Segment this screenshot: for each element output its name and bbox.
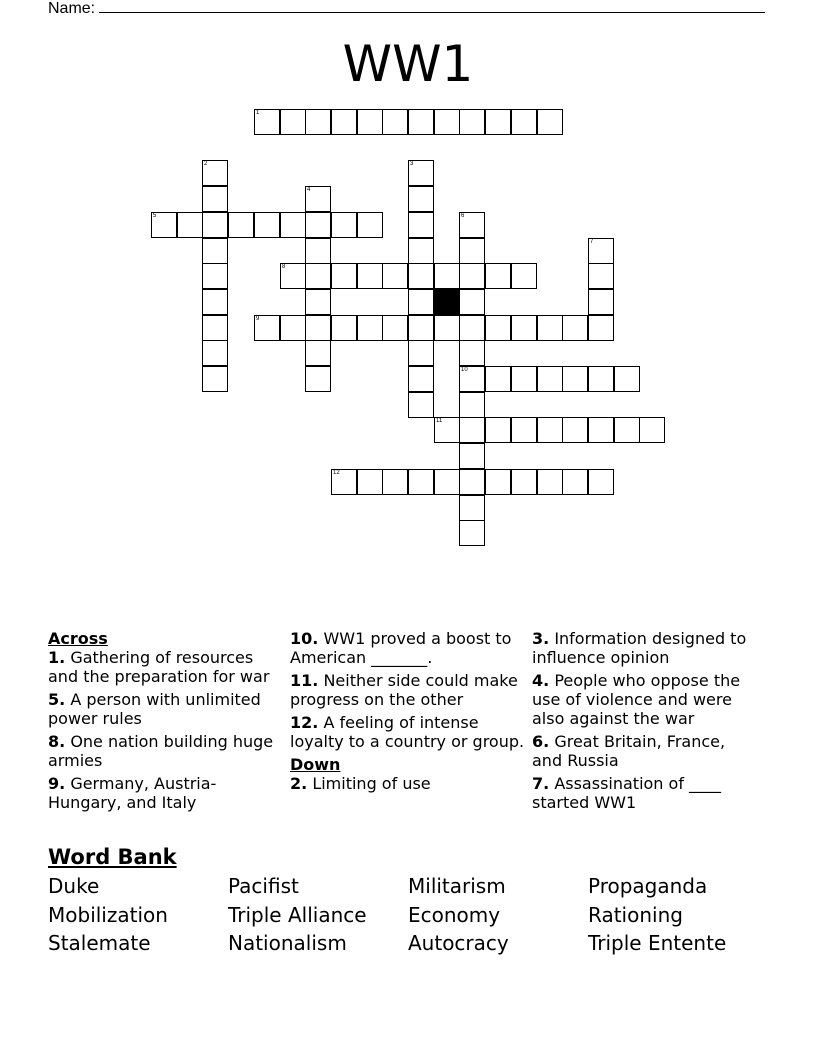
word-bank-item: Militarism (408, 874, 506, 898)
crossword-cell[interactable] (639, 417, 665, 443)
crossword-cell[interactable] (588, 417, 614, 443)
crossword-cell[interactable] (408, 469, 434, 495)
crossword-cell[interactable] (459, 315, 485, 341)
crossword-cell[interactable] (485, 315, 511, 341)
crossword-cell[interactable] (434, 417, 460, 443)
clue-column-1 (48, 629, 284, 816)
clue-number: 6 (461, 213, 465, 219)
crossword-cell[interactable] (408, 263, 434, 289)
word-bank-item: Stalemate (48, 931, 151, 955)
crossword-cell[interactable] (280, 212, 306, 238)
clue-number: 12 (333, 470, 340, 476)
crossword-cell[interactable] (280, 109, 306, 135)
clue-column-2 (290, 629, 526, 797)
crossword-cell[interactable] (537, 109, 563, 135)
crossword-cell[interactable] (588, 289, 614, 315)
crossword-cell[interactable] (588, 469, 614, 495)
crossword-cell[interactable] (305, 289, 331, 315)
word-bank-item: Autocracy (408, 931, 509, 955)
crossword-cell[interactable] (202, 315, 228, 341)
clue-across-12: 12. A feeling of intense loyalty to a country or group. (290, 713, 525, 751)
crossword-cell[interactable] (382, 469, 408, 495)
crossword-cell[interactable] (202, 289, 228, 315)
crossword-cell[interactable] (459, 340, 485, 366)
crossword-cell[interactable] (562, 366, 588, 392)
crossword-cell[interactable] (459, 495, 485, 521)
crossword-cell[interactable] (228, 212, 254, 238)
crossword-cell[interactable] (280, 315, 306, 341)
word-bank-item: Economy (408, 903, 501, 927)
crossword-cell[interactable] (280, 263, 306, 289)
crossword-cell[interactable] (485, 109, 511, 135)
crossword-cell[interactable] (202, 238, 228, 264)
crossword-cell[interactable] (331, 469, 357, 495)
name-label: Name: (48, 0, 96, 17)
crossword-cell[interactable] (485, 469, 511, 495)
word-bank-item: Duke (48, 874, 100, 898)
crossword-cell[interactable] (562, 469, 588, 495)
crossword-cell[interactable] (614, 366, 640, 392)
crossword-cell[interactable] (408, 109, 434, 135)
word-bank-item: Triple Entente (588, 931, 727, 955)
word-bank-item: Nationalism (228, 931, 347, 955)
crossword-cell[interactable] (588, 366, 614, 392)
crossword-cell[interactable] (305, 186, 331, 212)
crossword-cell[interactable] (305, 212, 331, 238)
crossword-cell[interactable] (511, 417, 537, 443)
crossword-cell[interactable] (331, 212, 357, 238)
crossword-cell[interactable] (305, 263, 331, 289)
crossword-cell[interactable] (202, 160, 228, 186)
crossword-cell[interactable] (305, 366, 331, 392)
crossword-cell[interactable] (408, 366, 434, 392)
crossword-cell[interactable] (511, 366, 537, 392)
clue-across-8: 8. One nation building huge armies (48, 732, 274, 770)
crossword-cell[interactable] (434, 109, 460, 135)
crossword-cell[interactable] (305, 340, 331, 366)
clue-number: 2 (204, 161, 208, 167)
crossword-cell[interactable] (511, 263, 537, 289)
clue-across-9: 9. Germany, Austria-Hungary, and Italy (48, 774, 217, 812)
crossword-cell[interactable] (511, 315, 537, 341)
crossword-cell[interactable] (254, 212, 280, 238)
crossword-cell[interactable] (202, 212, 228, 238)
crossword-cell[interactable] (202, 340, 228, 366)
crossword-cell[interactable] (408, 315, 434, 341)
crossword-cell[interactable] (588, 263, 614, 289)
crossword-cell[interactable] (459, 366, 485, 392)
crossword-cell[interactable] (562, 417, 588, 443)
clue-number: 10 (461, 367, 468, 373)
across-header: Across (48, 629, 108, 648)
clue-down-6: 6. Great Britain, France, and Russia (532, 732, 726, 770)
crossword-cell[interactable] (537, 417, 563, 443)
clue-across-11: 11. Neither side could make progress on the other (290, 671, 518, 709)
crossword-cell[interactable] (408, 289, 434, 315)
crossword-cell[interactable] (202, 263, 228, 289)
crossword-cell[interactable] (202, 186, 228, 212)
crossword-cell[interactable] (408, 212, 434, 238)
crossword-cell[interactable] (382, 109, 408, 135)
clue-number: 7 (590, 239, 594, 245)
crossword-cell[interactable] (357, 109, 383, 135)
word-bank-item: Propaganda (588, 874, 708, 898)
clue-number: 11 (436, 418, 443, 424)
word-bank-item: Rationing (588, 903, 683, 927)
crossword-cell[interactable] (305, 238, 331, 264)
crossword-cell[interactable] (459, 109, 485, 135)
clue-number: 5 (153, 213, 157, 219)
clue-across-10: 10. WW1 proved a boost to American _______. (290, 629, 512, 667)
crossword-cell[interactable] (331, 263, 357, 289)
crossword-cell[interactable] (382, 263, 408, 289)
crossword-cell[interactable] (485, 263, 511, 289)
crossword-cell[interactable] (459, 520, 485, 546)
crossword-cell[interactable] (408, 186, 434, 212)
clue-down-2: 2. Limiting of use (290, 774, 431, 793)
crossword-cell[interactable] (562, 315, 588, 341)
word-bank-item: Triple Alliance (228, 903, 367, 927)
crossword-cell[interactable] (485, 366, 511, 392)
crossword-cell[interactable] (459, 212, 485, 238)
crossword-cell[interactable] (331, 109, 357, 135)
crossword-cell[interactable] (254, 109, 280, 135)
clue-number: 1 (256, 110, 260, 116)
crossword-cell[interactable] (254, 315, 280, 341)
crossword-cell[interactable] (485, 417, 511, 443)
clue-number: 3 (410, 161, 414, 167)
crossword-cell[interactable] (459, 392, 485, 418)
clue-number: 8 (282, 264, 286, 270)
crossword-cell[interactable] (459, 417, 485, 443)
crossword-cell[interactable] (151, 212, 177, 238)
crossword-cell[interactable] (382, 315, 408, 341)
crossword-cell[interactable] (357, 315, 383, 341)
down-header: Down (290, 755, 341, 774)
crossword-cell[interactable] (305, 109, 331, 135)
crossword-cell[interactable] (177, 212, 203, 238)
crossword-cell[interactable] (357, 469, 383, 495)
crossword-cell[interactable] (511, 469, 537, 495)
crossword-cell[interactable] (408, 160, 434, 186)
crossword-cell[interactable] (331, 315, 357, 341)
crossword-cell[interactable] (537, 469, 563, 495)
crossword-cell[interactable] (459, 443, 485, 469)
crossword-cell[interactable] (408, 392, 434, 418)
crossword-cell[interactable] (459, 469, 485, 495)
word-bank-item: Mobilization (48, 903, 168, 927)
crossword-cell[interactable] (588, 315, 614, 341)
crossword-cell[interactable] (202, 366, 228, 392)
clue-across-1: 1. Gathering of resources and the preparation for war (48, 648, 270, 686)
crossword-cell[interactable] (408, 340, 434, 366)
crossword-cell[interactable] (459, 289, 485, 315)
crossword-cell[interactable] (305, 315, 331, 341)
word-bank-item: Pacifist (228, 874, 299, 898)
crossword-cell[interactable] (537, 366, 563, 392)
crossword-cell[interactable] (357, 263, 383, 289)
clue-down-7: 7. Assassination of ____ started WW1 (532, 774, 722, 812)
crossword-cell[interactable] (408, 238, 434, 264)
clue-across-5: 5. A person with unlimited power rules (48, 690, 261, 728)
crossword-cell[interactable] (434, 315, 460, 341)
clue-number: 4 (307, 187, 311, 193)
crossword-cell[interactable] (537, 315, 563, 341)
clue-down-4: 4. People who oppose the use of violence and were also against the war (532, 671, 741, 728)
clue-number: 9 (256, 316, 260, 322)
crossword-cell[interactable] (588, 238, 614, 264)
crossword-black-cell (434, 289, 460, 315)
crossword-cell[interactable] (459, 238, 485, 264)
clue-down-3: 3. Information designed to influence opinion (532, 629, 747, 667)
crossword-cell[interactable] (434, 263, 460, 289)
crossword-cell[interactable] (511, 109, 537, 135)
page-title: WW1 (342, 35, 474, 93)
clue-column-3 (532, 629, 752, 816)
crossword-cell[interactable] (357, 212, 383, 238)
word-bank-title: Word Bank (48, 845, 177, 869)
crossword-cell[interactable] (614, 417, 640, 443)
crossword-cell[interactable] (434, 469, 460, 495)
crossword-cell[interactable] (459, 263, 485, 289)
